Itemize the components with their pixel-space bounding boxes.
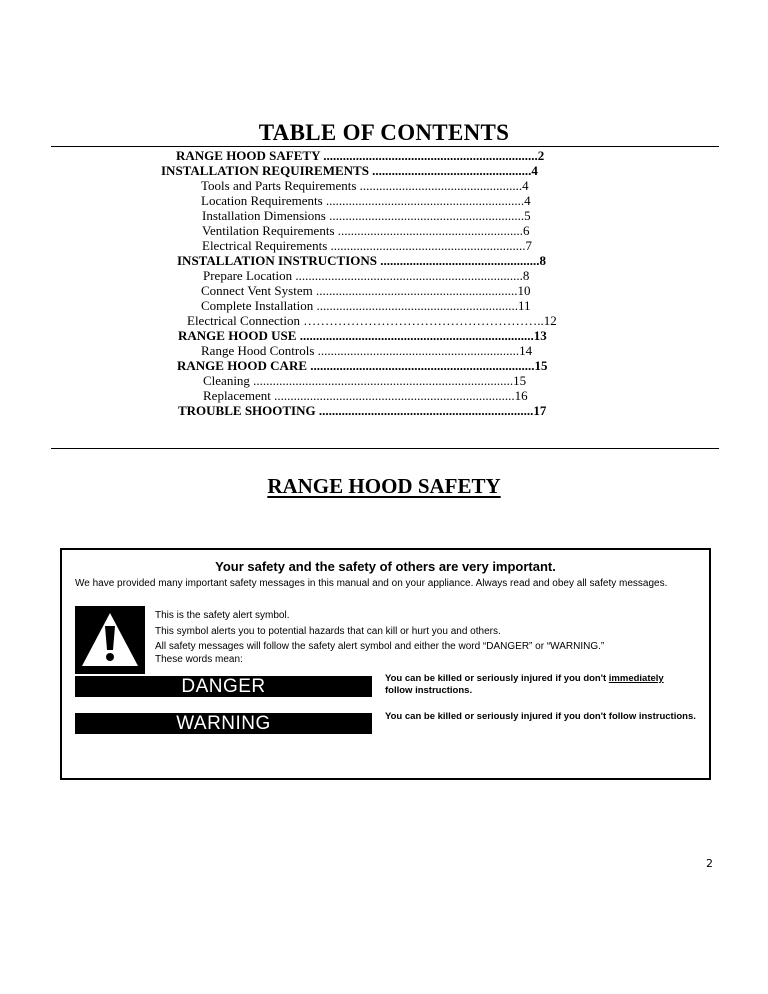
- toc-entry[interactable]: RANGE HOOD CARE .....................................................................15: [177, 358, 548, 373]
- alert-description: [155, 610, 695, 669]
- toc-entry[interactable]: Electrical Requirements ............................................................7: [202, 238, 533, 253]
- alert-line: All safety messages will follow the safety alert symbol and either the word “DANGER” or “WARNING.”: [155, 641, 605, 652]
- toc-entry[interactable]: Range Hood Controls ..............................................................14: [201, 343, 533, 358]
- section-title: [0, 474, 768, 499]
- warning-triangle-graphic: [75, 606, 145, 674]
- toc-entry[interactable]: Location Requirements .............................................................4: [201, 193, 531, 208]
- toc-entry[interactable]: Tools and Parts Requirements ..................................................4: [201, 178, 529, 193]
- safety-heading: Your safety and the safety of others are very important.: [215, 559, 556, 574]
- section-divider: [51, 448, 719, 449]
- toc-entry[interactable]: Connect Vent System ..............................................................10: [201, 283, 531, 298]
- safety-box: [60, 548, 711, 780]
- toc-entry[interactable]: Cleaning ................................................................................15: [203, 373, 527, 388]
- alert-line: This is the safety alert symbol.: [155, 610, 290, 621]
- toc-entry[interactable]: RANGE HOOD USE ........................................................................13: [178, 328, 547, 343]
- toc-entry[interactable]: Ventilation Requirements .........................................................6: [202, 223, 530, 238]
- page-number: 2: [706, 857, 713, 870]
- alert-line: This symbol alerts you to potential hazards that can kill or hurt you and others.: [155, 625, 501, 637]
- danger-message-end: follow instructions.: [385, 685, 473, 696]
- toc-entry[interactable]: Electrical Connection ………………………………………………..12: [187, 313, 557, 328]
- toc-entry[interactable]: RANGE HOOD SAFETY ..................................................................2: [176, 148, 545, 163]
- danger-signal-word: DANGER: [75, 676, 372, 697]
- danger-message: [385, 673, 705, 697]
- toc-entry[interactable]: INSTALLATION INSTRUCTIONS .................................................8: [177, 253, 546, 268]
- alert-line: These words mean:: [155, 653, 243, 665]
- toc-entry[interactable]: Complete Installation ..............................................................11: [201, 298, 531, 313]
- warning-message: You can be killed or seriously injured if you don't follow instructions.: [385, 711, 696, 722]
- safety-intro: We have provided many important safety messages in this manual and on your appliance. Always read and obey all safety messages.: [75, 578, 668, 589]
- danger-message-emphasis: immediately: [608, 673, 664, 684]
- toc-title: TABLE OF CONTENTS: [258, 120, 510, 145]
- toc-entry[interactable]: INSTALLATION REQUIREMENTS .................................................4: [161, 163, 538, 178]
- section-title-text: RANGE HOOD SAFETY: [267, 474, 501, 498]
- toc-entry[interactable]: Installation Dimensions ............................................................5: [202, 208, 531, 223]
- warning-signal-word: WARNING: [75, 713, 372, 734]
- toc-entry[interactable]: Replacement ..........................................................................16: [203, 388, 528, 403]
- danger-message-start: You can be killed or seriously injured if you don't: [385, 673, 609, 684]
- toc-entry[interactable]: TROUBLE SHOOTING ..................................................................17: [178, 403, 547, 418]
- top-divider: [51, 146, 719, 147]
- toc-entry[interactable]: Prepare Location ......................................................................8: [203, 268, 530, 283]
- warning-triangle-icon: [75, 606, 145, 674]
